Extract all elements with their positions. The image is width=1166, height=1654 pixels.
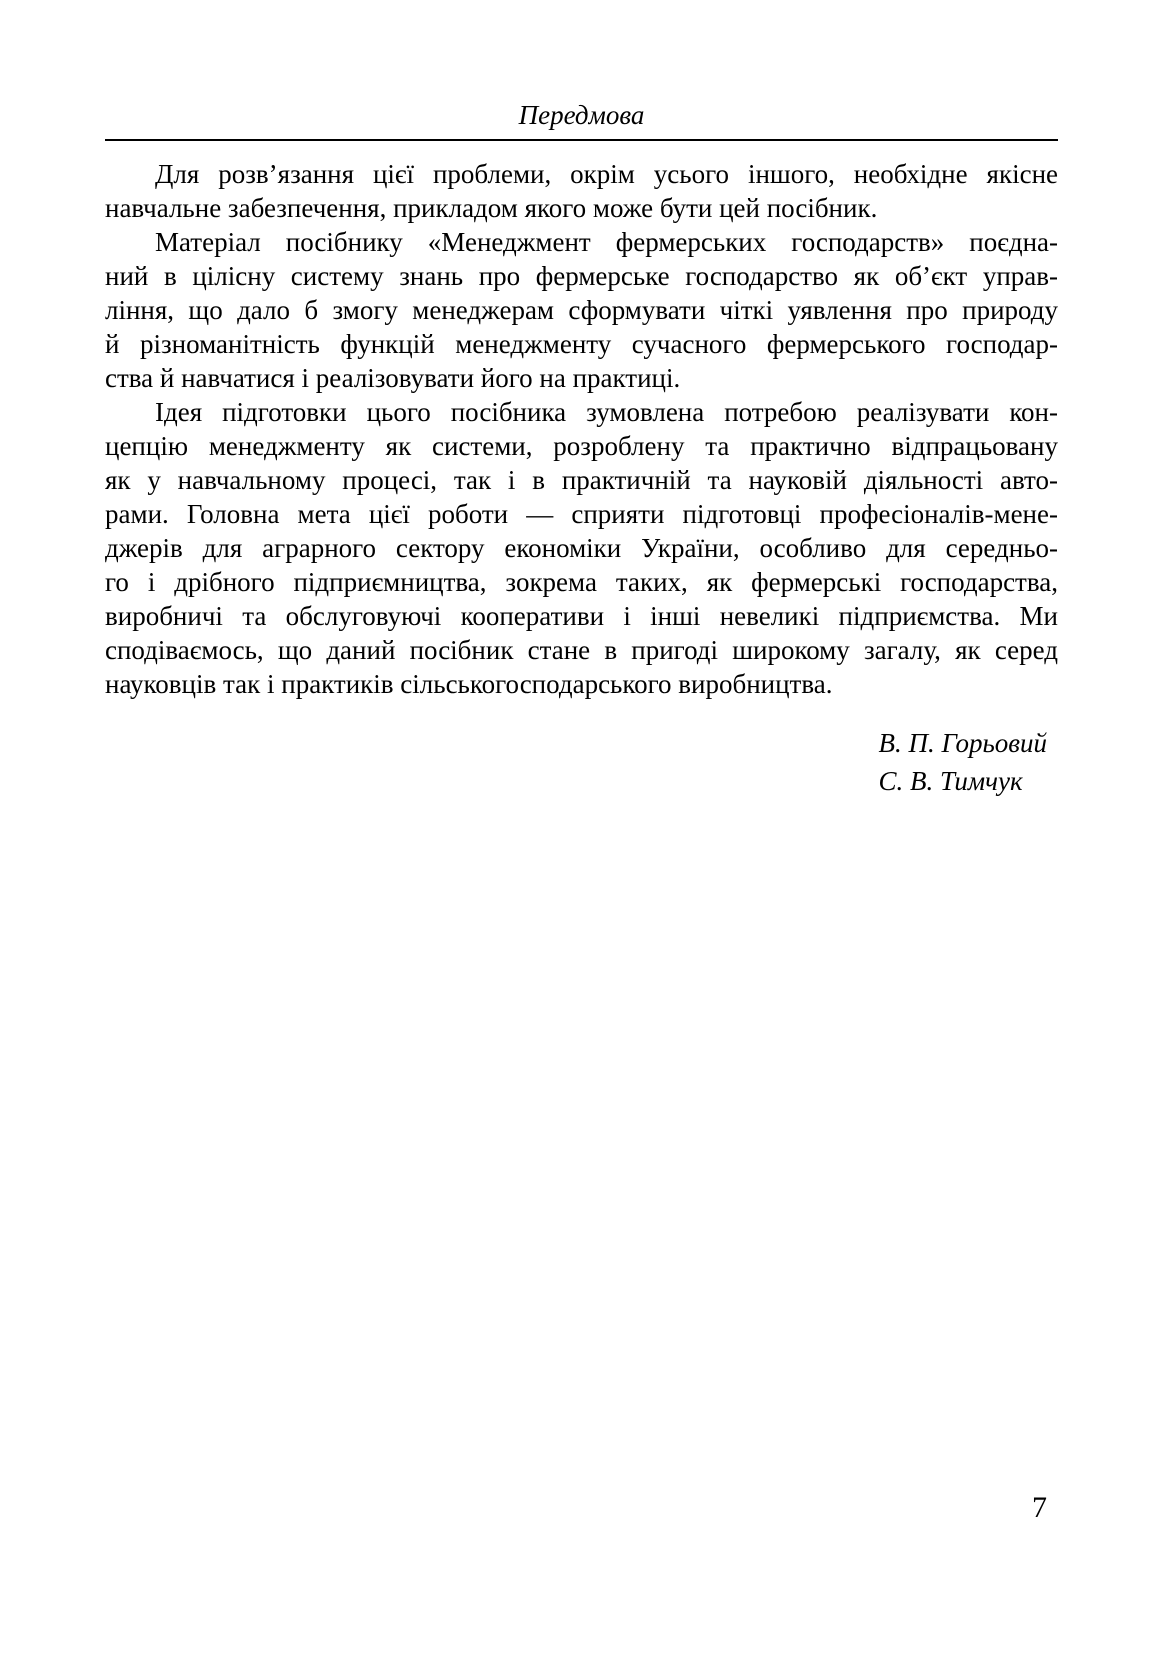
text-line: як у навчальному процесі, так і в практичній та науковій діяльності авто-	[105, 465, 1058, 495]
paragraph	[105, 157, 1058, 225]
text-line: Для розв’язання цієї проблеми, окрім усього іншого, необхідне якісне	[155, 159, 1058, 189]
text-line: сподіваємось, що даний посібник стане в пригоді широкому загалу, як серед	[105, 635, 1058, 665]
text-line: науковців так і практиків сільськогосподарського виробництва.	[105, 669, 833, 699]
page-number: 7	[1032, 1491, 1047, 1524]
text-line: ління, що дало б змогу менеджерам сформувати чіткі уявлення про природу	[105, 295, 1058, 325]
text-line: ний в цілісну систему знань про фермерське господарство як об’єкт управ-	[105, 261, 1058, 291]
page-title: Передмова	[518, 100, 645, 130]
header-divider	[105, 139, 1058, 141]
text-line: рами. Головна мета цієї роботи — сприяти підготовці професіоналів-мене-	[105, 499, 1058, 529]
text-line: го і дрібного підприємництва, зокрема таких, як фермерські господарства,	[105, 567, 1058, 597]
authors-block	[879, 724, 1047, 800]
text-line: й різноманітність функцій менеджменту сучасного фермерського господар-	[105, 329, 1058, 359]
text-line: виробничі та обслуговуючі кооперативи і інші невеликі підприємства. Ми	[105, 601, 1058, 631]
text-line: Ідея підготовки цього посібника зумовлена потребою реалізувати кон-	[155, 397, 1058, 427]
text-line: цепцію менеджменту як системи, розроблену та практично відпрацьовану	[105, 431, 1058, 461]
paragraph	[105, 225, 1058, 395]
author-name: С. В. Тимчук	[878, 766, 1023, 796]
page-body	[105, 157, 1058, 701]
text-line: навчальне забезпечення, прикладом якого може бути цей посібник.	[105, 193, 878, 223]
author-name: В. П. Горьовий	[878, 728, 1047, 758]
text-line: Матеріал посібнику «Менеджмент фермерських господарств» поєдна-	[155, 227, 1058, 257]
text-line: джерів для аграрного сектору економіки України, особливо для середньо-	[105, 533, 1058, 563]
paragraph	[105, 395, 1058, 701]
text-line: ства й навчатися і реалізовувати його на практиці.	[105, 363, 681, 393]
